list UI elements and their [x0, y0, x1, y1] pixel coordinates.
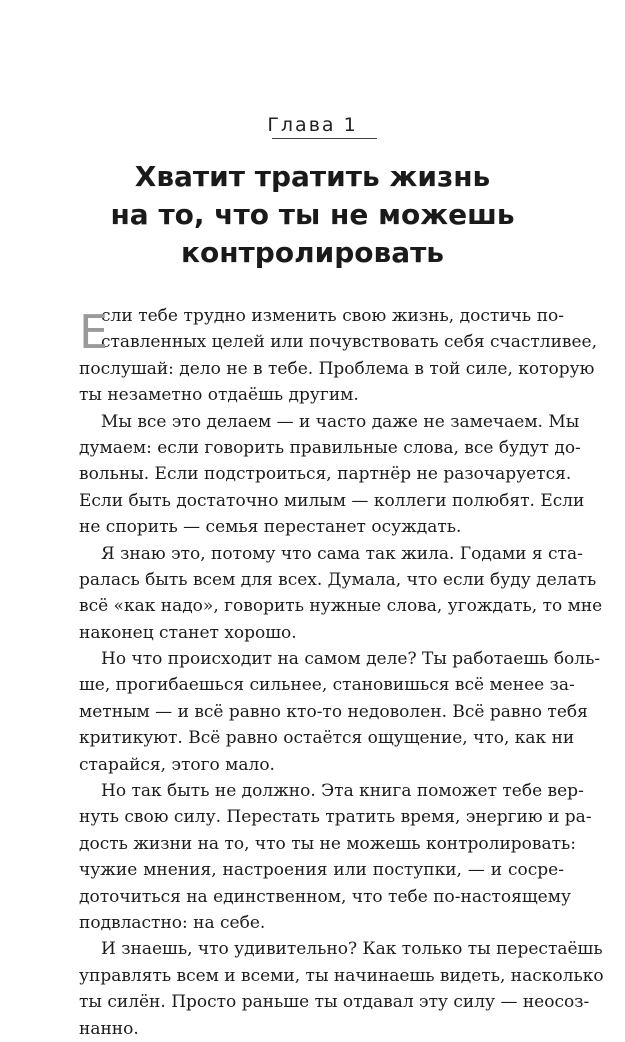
- text-line: ставленных целей или почувствовать себя счастливее,: [101, 332, 597, 353]
- text-line: Но что происходит на самом деле? Ты работаешь боль-: [101, 649, 601, 670]
- text-line: сли тебе трудно изменить свою жизнь, достичь по-: [101, 306, 564, 326]
- text-line: всё «как надо», говорить нужные слова, угождать, то мне: [79, 596, 603, 617]
- chapter-title: [0, 158, 625, 272]
- text-line: Мы все это делаем — и часто даже не замечаем. Мы: [101, 411, 580, 432]
- text-line: метным — и всё равно кто-то недоволен. Всё равно тебя: [79, 701, 588, 722]
- text-line: нанно.: [79, 1018, 139, 1039]
- text-line: подвластно: на себе.: [79, 912, 266, 933]
- text-line: чужие мнения, настроения или поступки, — и сосре-: [79, 860, 564, 881]
- text-line: послушай: дело не в тебе. Проблема в той силе, которую: [79, 358, 595, 379]
- text-line: управлять всем и всеми, ты начинаешь видеть, насколько: [79, 965, 604, 986]
- body-text: [79, 303, 604, 1042]
- text-line: дость жизни на то, что ты не можешь контролировать:: [79, 833, 577, 854]
- text-line: Если быть достаточно милым — коллеги полюбят. Если: [79, 490, 585, 511]
- chapter-title-line: Хватит тратить жизнь: [134, 160, 491, 193]
- text-line: старайся, этого мало.: [79, 754, 275, 775]
- text-line: не спорить — семья перестанет осуждать.: [79, 517, 462, 538]
- text-line: ше, прогибаешься сильнее, становишься всё менее за-: [79, 675, 575, 696]
- text-line: ралась быть всем для всех. Думала, что если буду делать: [79, 569, 597, 590]
- text-line: думаем: если говорить правильные слова, все будут до-: [79, 437, 581, 458]
- chapter-label: Глава 1: [267, 114, 358, 136]
- chapter-divider: [272, 138, 377, 139]
- text-line: ты незаметно отдаёшь другим.: [79, 385, 359, 406]
- text-line: Я знаю это, потому что сама так жила. Годами я ста-: [101, 543, 583, 564]
- text-line: И знаешь, что удивительно? Как только ты перестаёшь: [101, 939, 603, 960]
- text-line: вольны. Если подстроиться, партнёр не разочаруется.: [79, 464, 572, 485]
- text-line: ты силён. Просто раньше ты отдавал эту силу — неосоз-: [79, 992, 590, 1013]
- chapter-title-line: контролировать: [180, 236, 445, 269]
- text-line: доточиться на единственном, что тебе по-настоящему: [79, 886, 571, 907]
- chapter-title-line: на то, что ты не можешь: [110, 198, 515, 231]
- text-line: критикуют. Всё равно остаётся ощущение, что, как ни: [79, 728, 575, 749]
- text-line: нуть свою силу. Перестать тратить время, энергию и ра-: [79, 807, 592, 828]
- text-line: Но так быть не должно. Эта книга поможет тебе вер-: [101, 781, 584, 802]
- drop-cap: Е: [79, 305, 109, 359]
- text-line: наконец станет хорошо.: [79, 622, 297, 643]
